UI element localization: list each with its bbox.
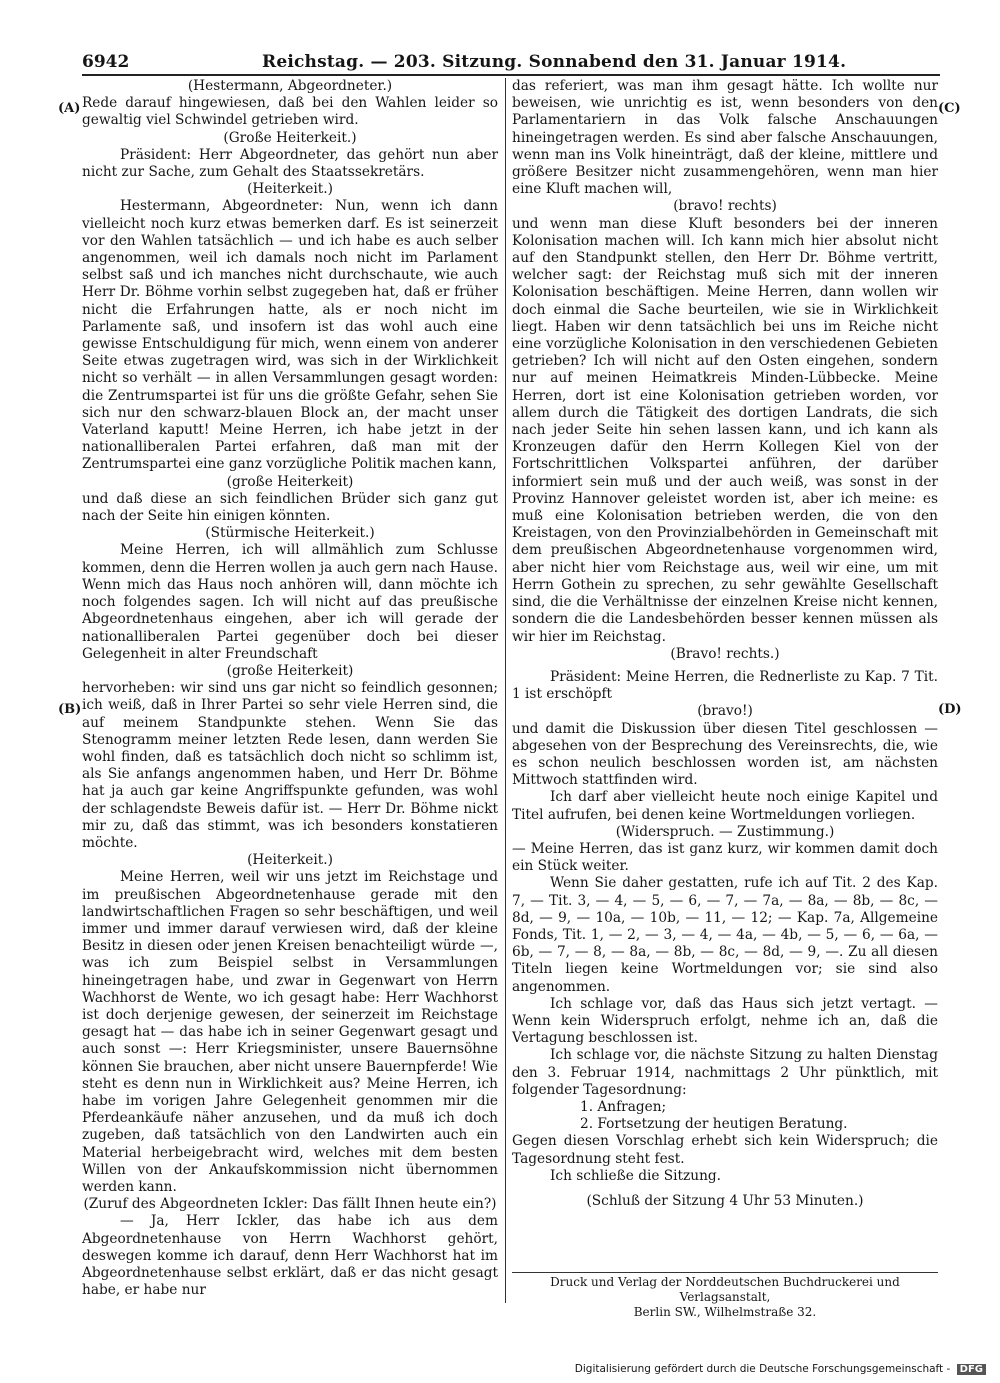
speaker-continuation: (Hestermann, Abgeordneter.) [187, 78, 393, 94]
interjection: (bravo!) [697, 703, 753, 720]
paragraph: das referiert, was man ihm gesagt hätte. Ich wollte nur beweisen, wie unrichtig es ist, wenn besonders von den Parlamentariern in das Volk falsche Anschauungen hineingetragen werden. Es sind aber falsche Anschauungen, wenn man ins Volk hineinträgt, daß der kleine, mittlere und größere Besitzer nicht zusammengehören, wenn man hier eine Kluft machen will, [512, 78, 938, 198]
paragraph: hervorheben: wir sind uns gar nicht so feindlich gesonnen; ich weiß, daß in Ihrer Partei so sehr viele Herren sind, die auf meinem Standpunkte stehen. Wenn Sie das Stenogramm meiner letzten Rede lesen, dann werden Sie wohl finden, daß es tatsächlich doch nicht so schlimm ist, als Sie anfangs angenommen haben, und Herr Dr. Böhme hat ja auch gar keine Angriffspunkte gefunden, was wohl der schlagendste Beweis dafür ist. — Herr Dr. Böhme nickt mir zu, daß das stimmt, was ich besonders konstatieren möchte. [82, 680, 498, 851]
running-title: Reichstag. — 203. Sitzung. Sonnabend den 31. Januar 1914. [262, 52, 847, 72]
interjection: (Heiterkeit.) [247, 181, 333, 198]
header-rule [82, 74, 940, 76]
margin-mark-b: (B) [58, 702, 82, 717]
interjection: (bravo! rechts) [673, 198, 777, 215]
margin-mark-a: (A) [58, 101, 81, 116]
page-header [82, 50, 938, 76]
paragraph: und daß diese an sich feindlichen Brüder sich ganz gut nach der Seite hin einigen könnten. [82, 490, 498, 525]
paragraph: und wenn man diese Kluft besonders bei der inneren Kolonisation machen will. Ich kann mich hier absolut nicht auf den Standpunkt stellen, den Herr Dr. Böhme vertritt, welcher sagt: der Reichstag muß sich mit der inneren Kolonisation beschäftigen. Meine Herren, dann wollen wir doch einmal die Sache beurteilen, wie sie in Wirklichkeit liegt. Haben wir denn tatsächlich bei uns im Reiche nicht eine vorzügliche Kolonisation in den verschiedenen Gebieten getrieben? Ich will nicht auf den Osten eingehen, sondern nur auf meinen Heimatkreis Minden-Lübbecke. Meine Herren, dort ist eine Kolonisation getrieben worden, vor allem durch die Tätigkeit des dortigen Landrats, die sich nach jeder Seite hin sehen lassen kann, und ich kann als Kronzeugen dafür den Herrn Kollegen Kiel von der Fortschrittlichen Volkspartei anführen, der darüber informiert sein muß und der auch weiß, was sonst in der Provinz Hannover geleistet worden ist, aber ich meine: es muß eine Kolonisation betrieben werden, die von den Kreistagen, von den Provinzialbehörden in Gemeinschaft mit dem preußischen Abgeordnetenhause vorgenommen wird, aber nicht hier vom Reichstage aus, weil wir eine, um mit Herrn Gothein zu sprechen, zu sehr gewählte Gesellschaft sind, die die Verhältnisse der einzelnen Kreise nicht kennen, sondern die die Landesbehörden besser kennen müssen als wir hier im Reichstag. [512, 215, 938, 645]
paragraph: Hestermann, Abgeordneter: Nun, wenn ich dann vielleicht noch kurz etwas bemerken darf. Es ist seinerzeit vor den Wahlen tatsächlich — und ich habe es auch selber angenommen, weil ich damals noch nicht im Parlament selbst saß und ich manches nicht durchschaute, wie auch Herr Dr. Böhme vorhin selbst zugegeben hat, daß er früher nicht die Erfahrungen hatte, als er noch nicht im Parlamente saß, und insofern ist das wohl auch eine gewisse Entschuldigung für mich, wenn einem von anderer Seite etwas zugetragen wird, was sich in der Wirklichkeit nicht so verhält — in allen Versammlungen gesagt worden: die Zentrumspartei ist für uns die größte Gefahr, sehen Sie sich nur den schwarz-blauen Block an, der macht unser Vaterland kaputt! Meine Herren, ich habe jetzt in der nationalliberalen Partei erfahren, daß man mit der Zentrumspartei eine ganz vorzügliche Politik machen kann, [82, 198, 498, 473]
footer-text: Digitalisierung gefördert durch die Deutsche Forschungsgemeinschaft - [574, 1363, 951, 1375]
right-column [512, 78, 938, 1210]
imprint-line: Druck und Verlag der Norddeutschen Buchdruckerei und Verlagsanstalt, [550, 1275, 900, 1304]
interjection: (Zuruf des Abgeordneten Ickler: Das fällt Ihnen heute ein?) [83, 1196, 497, 1213]
paragraph: Ich schlage vor, die nächste Sitzung zu halten Dienstag den 3. Februar 1914, nachmittags 2 Uhr pünktlich, mit folgender Tagesordnung: [512, 1047, 938, 1098]
paragraph: Wenn Sie daher gestatten, rufe ich auf Tit. 2 des Kap. 7, — Tit. 3, — 4, — 5, — 6, — 7, — 7a, — 8a, — 8b, — 8c, — 8d, — 9, — 10a, — 10b, — 11, — 12; — Kap. 7a, Allgemeine Fonds, Tit. 1, — 2, — 3, — 4, — 4a, — 4b, — 5, — 6, — 6a, — 6b, — 7, — 8, — 8a, — 8b, — 8c, — 8d, — 9, —. Zu all diesen Titeln liegen keine Wortmeldungen vor; sie sind also angenommen. [512, 875, 938, 995]
interjection: (Große Heiterkeit.) [223, 129, 357, 146]
paragraph: Rede darauf hingewiesen, daß bei den Wahlen leider so gewaltig viel Schwindel getrieben wird. [82, 95, 498, 129]
paragraph: Ich schließe die Sitzung. [550, 1167, 721, 1184]
margin-mark-c: (C) [938, 101, 961, 116]
interjection: (Heiterkeit.) [247, 852, 333, 869]
left-column [82, 78, 498, 1299]
page-number: 6942 [82, 52, 130, 72]
paragraph: Gegen diesen Vorschlag erhebt sich kein Widerspruch; die Tagesordnung steht fest. [512, 1133, 938, 1167]
paragraph: Präsident: Meine Herren, die Rednerliste zu Kap. 7 Tit. 1 ist erschöpft [512, 668, 938, 703]
paragraph: Präsident: Herr Abgeordneter, das gehört nun aber nicht zur Sache, zum Gehalt des Staatssekretärs. [82, 146, 498, 181]
dfg-logo: DFG [957, 1364, 986, 1375]
agenda-item: 2. Fortsetzung der heutigen Beratung. [580, 1116, 848, 1133]
paragraph: Ich darf aber vielleicht heute noch einige Kapitel und Titel aufrufen, bei denen keine Wortmeldungen vorliegen. [512, 789, 938, 823]
interjection: (große Heiterkeit) [226, 662, 354, 679]
paragraph: und damit die Diskussion über diesen Titel geschlossen — abgesehen von der Besprechung des Vereinsrechts, die, wie es schon neulich beschlossen worden ist, am nächsten Mittwoch stattfinden wird. [512, 720, 938, 789]
digitization-footer [575, 1363, 986, 1375]
paragraph: Meine Herren, ich will allmählich zum Schlusse kommen, denn die Herren wollen ja auch gern nach Hause. Wenn mich das Haus noch anhören will, dann möchte ich noch folgendes sagen. Ich will nicht auf das preußische Abgeordnetenhaus eingehen, aber ich will gerade der nationalliberalen Partei gegenüber doch bei dieser Gelegenheit in alter Freundschaft [82, 542, 498, 662]
paragraph: Ich schlage vor, daß das Haus sich jetzt vertagt. — Wenn kein Widerspruch erfolgt, nehme ich an, daß die Vertagung beschlossen ist. [512, 995, 938, 1047]
paragraph: Meine Herren, weil wir uns jetzt im Reichstage und im preußischen Abgeordnetenhause gerade mit den landwirtschaftlichen Fragen so sehr beschäftigen, und weil immer und immer darauf verwiesen wird, daß der kleine Besitz in diesen oder jenen Kreisen benachteiligt würde —, was ich zum Beispiel selbst in Versammlungen hineingetragen habe, und zwar in Gegenwart von Herrn Wachhorst de Wente, wo ich gesagt habe: Herr Wachhorst ist doch derjenige gewesen, der seinerzeit im Reichstage gesagt hat — das habe ich in seiner Gegenwart gesagt und auch sonst —: Herr Kriegsminister, unsere Bauernsöhne können Sie brauchen, aber nicht unsere Bauernpferde! Wie steht es denn nun in Wirklichkeit aus? Meine Herren, ich habe im vorigen Jahre Gelegenheit genommen mir die Pferdeankäufe näher anzusehen, und da muß ich doch zugeben, daß tatsächlich von den Landwirten auch ein Material herbeigebracht wird, welches mit dem besten Willen von der Ankaufskommission nicht übernommen werden kann. [82, 869, 498, 1195]
agenda-item: 1. Anfragen; [580, 1098, 667, 1115]
interjection: (Widerspruch. — Zustimmung.) [615, 823, 835, 840]
imprint [512, 1272, 938, 1320]
interjection: (Stürmische Heiterkeit.) [205, 525, 375, 542]
closing-note: (Schluß der Sitzung 4 Uhr 53 Minuten.) [586, 1193, 864, 1209]
margin-mark-d: (D) [938, 702, 962, 717]
paragraph: — Ja, Herr Ickler, das habe ich aus dem Abgeordnetenhause von Herrn Wachhorst gehört, deswegen komme ich darauf, denn Herr Wachhorst hat im Abgeordnetenhause selbst erklärt, daß er das nicht gesagt habe, er habe nur [82, 1213, 498, 1299]
imprint-line: Berlin SW., Wilhelmstraße 32. [633, 1305, 817, 1319]
column-divider [505, 78, 506, 1303]
interjection: (Bravo! rechts.) [670, 645, 780, 662]
paragraph: — Meine Herren, das ist ganz kurz, wir kommen damit doch ein Stück weiter. [512, 840, 938, 875]
interjection: (große Heiterkeit) [226, 473, 354, 490]
